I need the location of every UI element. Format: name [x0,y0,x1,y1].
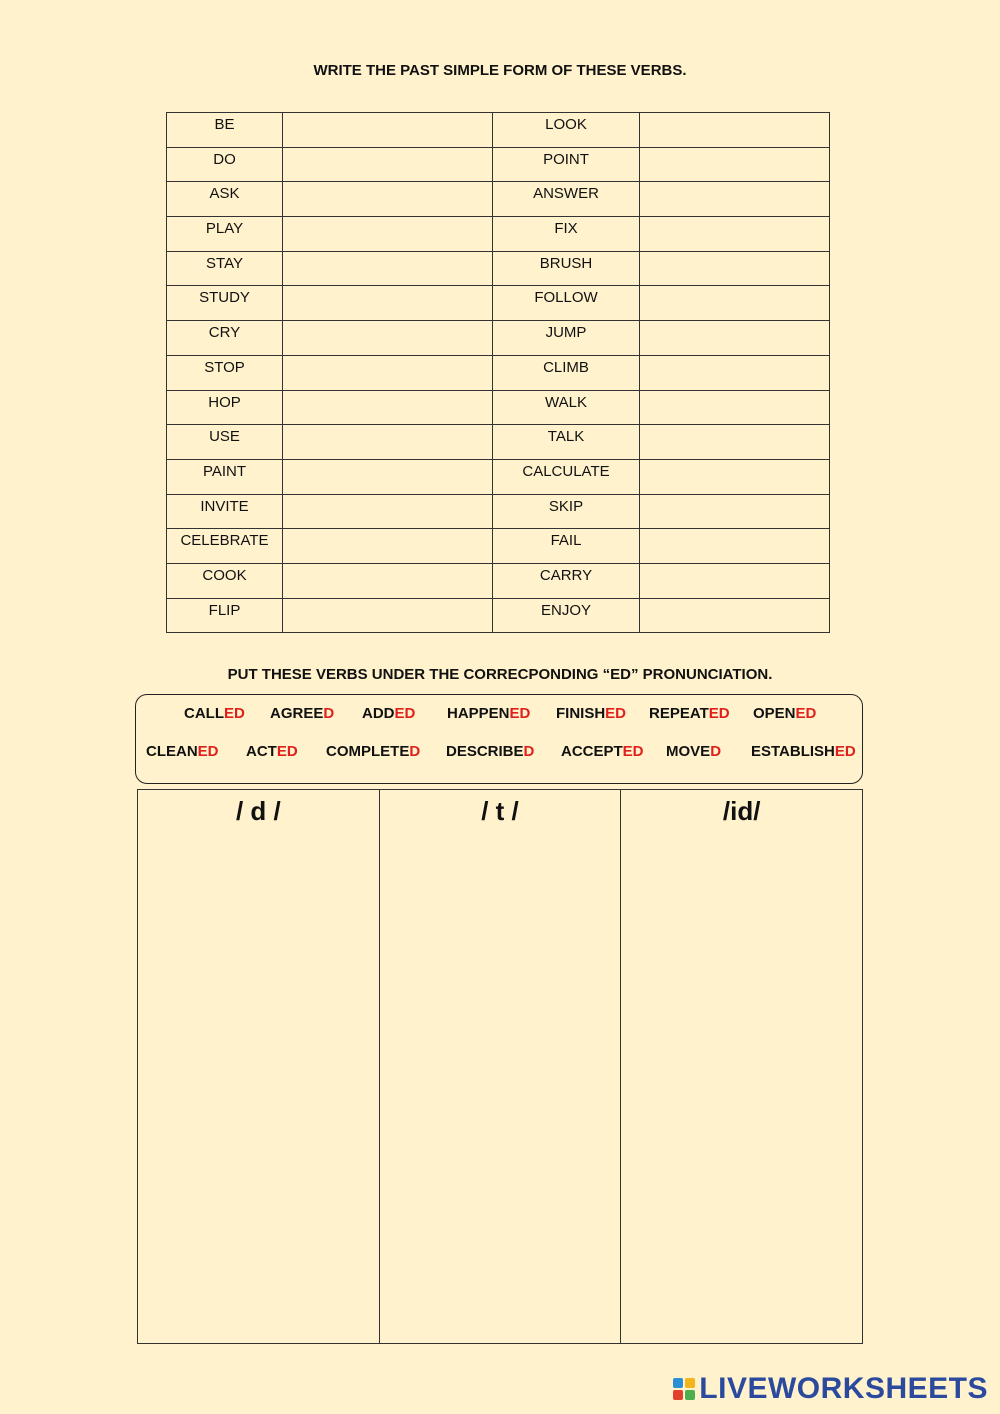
word-stem: CALL [184,705,224,722]
word-stem: ESTABLISH [751,743,835,760]
verb-cell: FIX [493,217,640,252]
word-stem: ACCEPT [561,743,623,760]
verb-cell: CLIMB [493,355,640,390]
word-suffix: ED [394,705,416,722]
table-row [167,286,830,321]
exercise-1-title: WRITE THE PAST SIMPLE FORM OF THESE VERBS. [313,62,687,79]
column-d-header: / d / [235,796,281,826]
answer-cell[interactable] [640,182,830,217]
table-row [167,494,830,529]
verb-cell: TALK [493,425,640,460]
liveworksheets-brand [673,1372,988,1406]
table-row [167,251,830,286]
word-chip[interactable] [270,705,334,722]
word-chip[interactable] [753,705,816,722]
verb-cell: CALCULATE [493,459,640,494]
word-suffix: ED [509,705,531,722]
answer-cell[interactable] [283,321,493,356]
word-stem: COMPLETE [326,743,410,760]
table-row [167,390,830,425]
verb-cell: WALK [493,390,640,425]
word-chip[interactable] [446,743,534,760]
table-row [167,321,830,356]
word-suffix: ED [197,743,219,760]
answer-cell[interactable] [640,529,830,564]
verb-cell: SKIP [493,494,640,529]
answer-cell[interactable] [283,251,493,286]
pronunciation-sort-table [137,789,863,1344]
table-row [167,598,830,633]
verb-cell: ANSWER [493,182,640,217]
answer-cell[interactable] [640,217,830,252]
table-row [167,217,830,252]
verb-cell: POINT [493,147,640,182]
brand-name: LIVEWORKSHEETS [699,1372,988,1405]
verb-cell: INVITE [167,494,283,529]
verb-cell: FLIP [167,598,283,633]
verb-cell: LOOK [493,113,640,148]
answer-cell[interactable] [283,390,493,425]
answer-cell[interactable] [640,598,830,633]
answer-cell[interactable] [283,113,493,148]
column-id[interactable] [621,790,862,1343]
verb-cell: USE [167,425,283,460]
word-chip[interactable] [556,705,626,722]
table-row [167,113,830,148]
answer-cell[interactable] [640,459,830,494]
table-row [167,563,830,598]
word-stem: CLEAN [146,743,198,760]
word-suffix: D [409,743,421,760]
verb-cell: CRY [167,321,283,356]
answer-cell[interactable] [640,321,830,356]
verb-cell: HOP [167,390,283,425]
word-chip[interactable] [447,705,530,722]
answer-cell[interactable] [640,251,830,286]
verb-cell: FAIL [493,529,640,564]
answer-cell[interactable] [640,494,830,529]
word-chip[interactable] [561,743,644,760]
word-stem: ADD [362,705,395,722]
word-chip[interactable] [184,705,245,722]
verb-cell: STOP [167,355,283,390]
word-suffix: D [523,743,535,760]
word-chip[interactable] [362,705,415,722]
exercise-2-title: PUT THESE VERBS UNDER THE CORRECPONDING “ED” PRONUNCIATION. [227,666,773,683]
word-stem: OPEN [753,705,796,722]
liveworksheets-logo-icon [673,1378,695,1400]
word-suffix: ED [622,743,644,760]
word-stem: ACT [246,743,277,760]
answer-cell[interactable] [283,529,493,564]
answer-cell[interactable] [283,286,493,321]
answer-cell[interactable] [283,459,493,494]
word-suffix: ED [276,743,298,760]
answer-cell[interactable] [283,563,493,598]
word-suffix: D [323,705,335,722]
word-suffix: D [710,743,722,760]
word-chip[interactable] [751,743,856,760]
word-chip[interactable] [246,743,298,760]
verb-cell: ASK [167,182,283,217]
word-chip[interactable] [326,743,420,760]
word-suffix: ED [795,705,817,722]
column-t-header: / t / [481,796,519,826]
table-row [167,529,830,564]
word-stem: REPEAT [649,705,709,722]
answer-cell[interactable] [640,147,830,182]
word-suffix: ED [224,705,245,722]
word-stem: HAPPEN [447,705,510,722]
verb-cell: BRUSH [493,251,640,286]
answer-cell[interactable] [640,563,830,598]
table-row [167,355,830,390]
verb-cell: BE [167,113,283,148]
answer-cell[interactable] [640,425,830,460]
column-t[interactable] [380,790,622,1343]
answer-cell[interactable] [640,286,830,321]
answer-cell[interactable] [283,217,493,252]
word-stem: MOVE [666,743,711,760]
word-chip[interactable] [649,705,730,722]
verb-cell: JUMP [493,321,640,356]
word-suffix: ED [605,705,627,722]
word-suffix: ED [708,705,730,722]
word-stem: AGREE [270,705,324,722]
table-row [167,459,830,494]
verb-cell: STAY [167,251,283,286]
word-stem: FINISH [556,705,606,722]
verb-cell: DO [167,147,283,182]
word-bank-row [136,705,862,725]
answer-cell[interactable] [640,390,830,425]
verb-cell: ENJOY [493,598,640,633]
table-row [167,182,830,217]
word-suffix: ED [834,743,856,760]
table-row [167,147,830,182]
verb-cell: PAINT [167,459,283,494]
past-simple-table [166,112,830,633]
answer-cell[interactable] [640,113,830,148]
verb-cell: CARRY [493,563,640,598]
answer-cell[interactable] [283,355,493,390]
answer-cell[interactable] [283,147,493,182]
word-bank [135,694,863,784]
column-id-header: /id/ [722,796,761,826]
answer-cell[interactable] [640,355,830,390]
word-chip[interactable] [666,743,721,760]
answer-cell[interactable] [283,425,493,460]
word-chip[interactable] [146,743,219,760]
verb-cell: COOK [167,563,283,598]
verb-cell: CELEBRATE [167,529,283,564]
answer-cell[interactable] [283,182,493,217]
table-row [167,425,830,460]
answer-cell[interactable] [283,598,493,633]
verb-cell: PLAY [167,217,283,252]
column-d[interactable] [138,790,380,1343]
word-stem: DESCRIBE [446,743,524,760]
answer-cell[interactable] [283,494,493,529]
verb-cell: STUDY [167,286,283,321]
word-bank-row [136,743,862,763]
verb-cell: FOLLOW [493,286,640,321]
